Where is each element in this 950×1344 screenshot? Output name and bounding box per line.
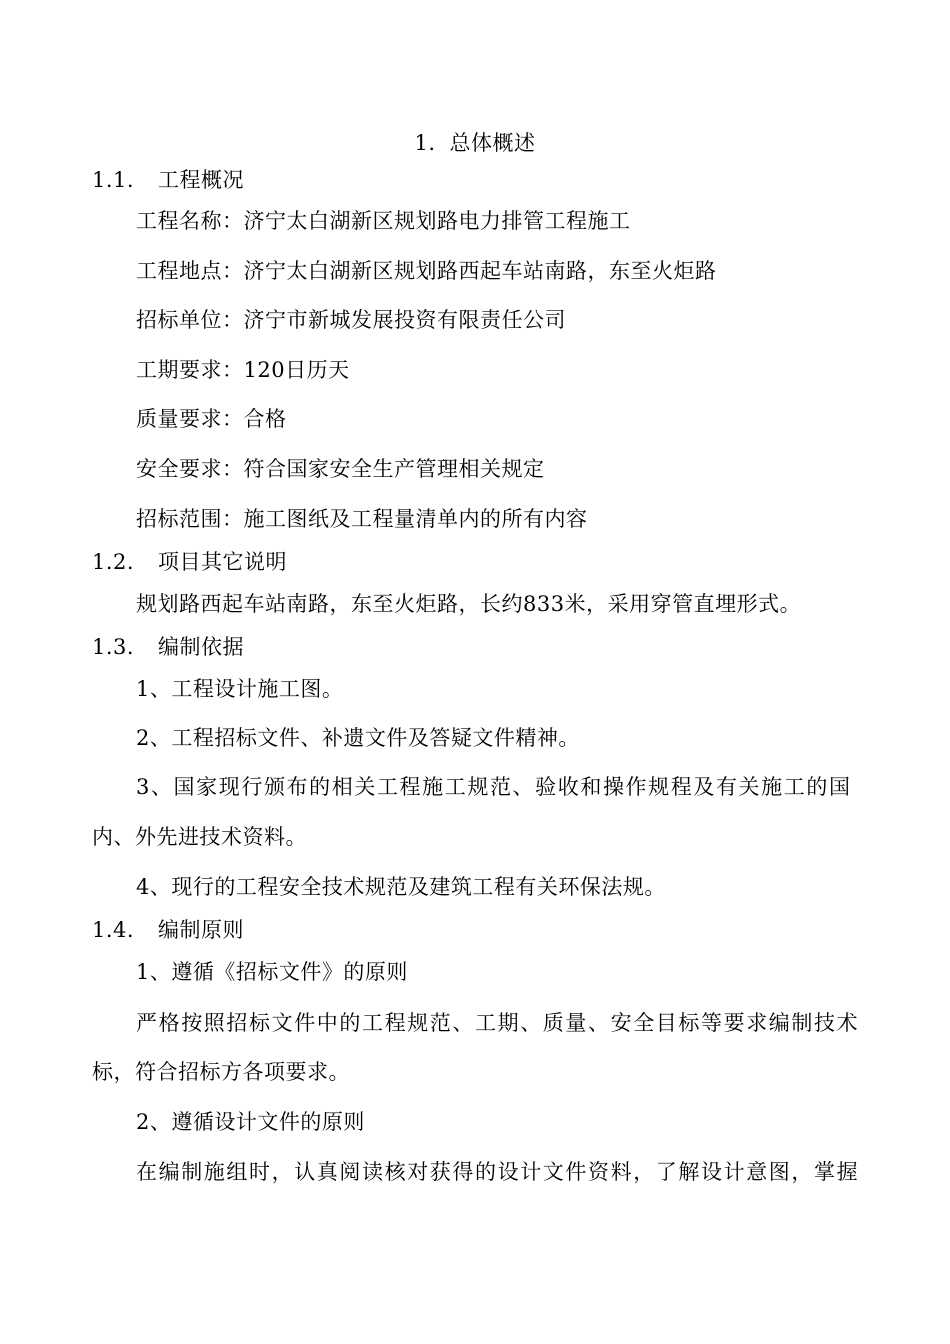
basis-item-1: 1、工程设计施工图。	[136, 677, 344, 701]
heading-1-4-number: 1.4.	[92, 918, 135, 942]
heading-1-3-number: 1.3.	[92, 635, 135, 659]
principle-2-title: 2、遵循设计文件的原则	[136, 1110, 365, 1134]
other-notes-paragraph: 规划路西起车站南路，东至火炬路，长约833米，采用穿管直埋形式。	[136, 592, 802, 616]
heading-1-4	[92, 916, 244, 944]
heading-1-2	[92, 548, 287, 576]
heading-1-4-text: 编制原则	[158, 918, 244, 942]
heading-1-3-text: 编制依据	[158, 635, 244, 659]
tender-unit-line: 招标单位：济宁市新城发展投资有限责任公司	[136, 308, 566, 332]
heading-1-2-text: 项目其它说明	[158, 550, 287, 574]
heading-1-1-text: 工程概况	[158, 168, 244, 192]
quality-line: 质量要求：合格	[136, 407, 287, 431]
heading-1-1	[92, 166, 244, 194]
basis-item-3-line-1: 3、国家现行颁布的相关工程施工规范、验收和操作规程及有关施工的国	[136, 775, 852, 799]
principle-1-text-line-1: 严格按照招标文件中的工程规范、工期、质量、安全目标等要求编制技术	[136, 1011, 860, 1035]
section-title-text: 总体概述	[449, 131, 536, 155]
basis-item-3-line-2: 内、外先进技术资料。	[92, 825, 307, 849]
section-title	[0, 129, 950, 157]
section-title-number: 1.	[414, 131, 436, 155]
basis-item-4: 4、现行的工程安全技术规范及建筑工程有关环保法规。	[136, 875, 666, 899]
safety-line: 安全要求：符合国家安全生产管理相关规定	[136, 457, 545, 481]
principle-1-text-line-2: 标，符合招标方各项要求。	[92, 1060, 350, 1084]
project-location-line: 工程地点：济宁太白湖新区规划路西起车站南路，东至火炬路	[136, 259, 717, 283]
heading-1-2-number: 1.2.	[92, 550, 135, 574]
heading-1-3	[92, 633, 244, 661]
duration-line: 工期要求：120日历天	[136, 358, 350, 382]
basis-item-2: 2、工程招标文件、补遗文件及答疑文件精神。	[136, 726, 580, 750]
principle-1-title: 1、遵循《招标文件》的原则	[136, 960, 408, 984]
principle-2-text-line-1: 在编制施组时，认真阅读核对获得的设计文件资料，了解设计意图，掌握	[136, 1160, 860, 1184]
project-name-line: 工程名称：济宁太白湖新区规划路电力排管工程施工	[136, 209, 631, 233]
scope-line: 招标范围：施工图纸及工程量清单内的所有内容	[136, 507, 588, 531]
heading-1-1-number: 1.1.	[92, 168, 135, 192]
